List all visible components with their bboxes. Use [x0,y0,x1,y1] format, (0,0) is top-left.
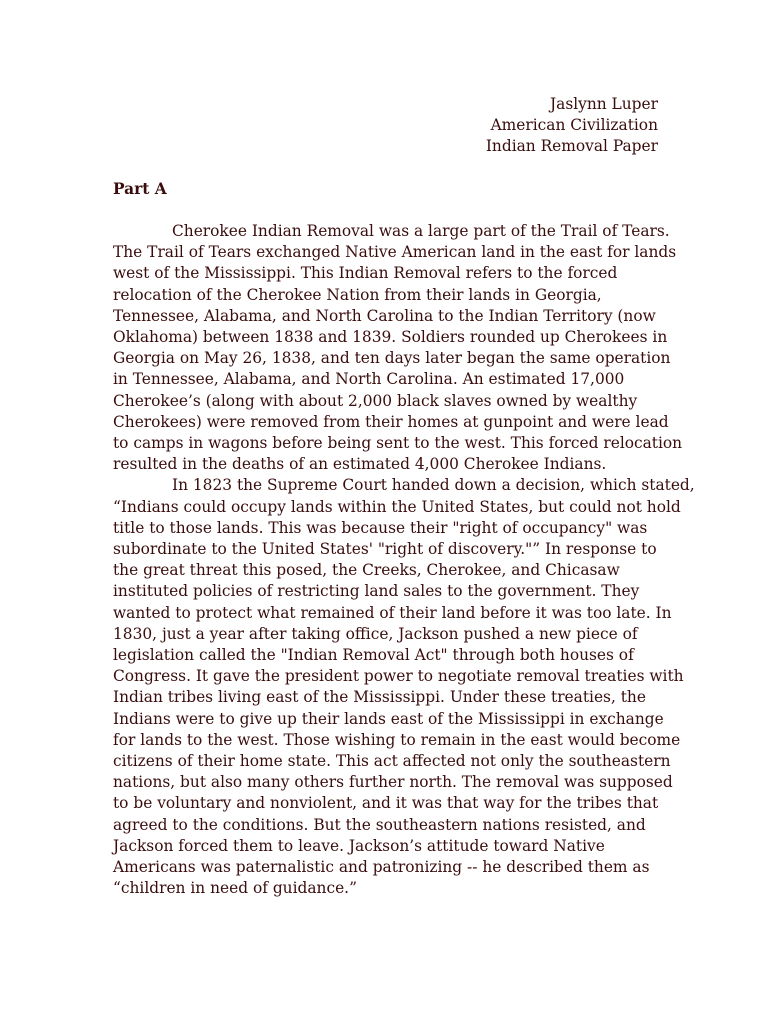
text-line: wanted to protect what remained of their land before it was too late. In [113,603,672,622]
text-line: legislation called the "Indian Removal Act" through both houses of [113,646,634,665]
text-line: 1830, just a year after taking office, Jackson pushed a new piece of [113,624,638,643]
text-line: resulted in the deaths of an estimated 4,000 Cherokee Indians. [113,455,607,474]
text-line: Tennessee, Alabama, and North Carolina to the Indian Territory (now [113,306,656,325]
text-line: subordinate to the United States' "right of discovery."” In response to [113,540,657,559]
text-line: for lands to the west. Those wishing to remain in the east would become [113,730,681,749]
text-line: Cherokee Indian Removal was a large part of the Trail of Tears. [172,222,670,240]
text-line: Oklahoma) between 1838 and 1839. Soldiers rounded up Cherokees in [113,328,668,347]
paragraph-1 [113,221,683,475]
text-line: agreed to the conditions. But the southeastern nations resisted, and [113,815,646,834]
paragraph-2 [113,475,695,899]
text-line: the great threat this posed, the Creeks, Cherokee, and Chicasaw [113,561,620,580]
text-line: in Tennessee, Alabama, and North Carolina. An estimated 17,000 [113,370,625,389]
text-line: Congress. It gave the president power to negotiate removal treaties with [113,667,684,686]
text-line: Indian tribes living east of the Mississippi. Under these treaties, the [113,688,646,707]
text-line: Cherokees) were removed from their homes at gunpoint and were lead [113,412,669,431]
text-line: to camps in wagons before being sent to the west. This forced relocation [113,434,683,453]
text-line: In 1823 the Supreme Court handed down a decision, which stated, [172,476,695,495]
text-line: Cherokee’s (along with about 2,000 black slaves owned by wealthy [113,391,638,410]
author-name: Jaslynn Luper [549,95,658,113]
text-line: “Indians could occupy lands within the United States, but could not hold [113,497,681,516]
text-line: relocation of the Cherokee Nation from their lands in Georgia, [113,285,602,304]
text-line: “children in need of guidance.” [113,879,357,898]
text-line: Jackson forced them to leave. Jackson’s attitude toward Native [113,836,605,855]
text-line: nations, but also many others further north. The removal was supposed [113,773,673,792]
text-line: title to those lands. This was because their "right of occupancy" was [113,518,648,537]
text-line: The Trail of Tears exchanged Native American land in the east for lands [113,243,677,262]
text-line: to be voluntary and nonviolent, and it was that way for the tribes that [113,794,659,813]
text-line: west of the Mississippi. This Indian Removal refers to the forced [113,264,618,283]
document-header [258,94,658,158]
body-text [113,221,695,900]
assignment-title: Indian Removal Paper [485,137,658,156]
section-title: Part A [113,180,167,198]
text-line: Indians were to give up their lands east of the Mississippi in exchange [113,709,664,728]
text-line: Americans was paternalistic and patronizing -- he described them as [113,858,650,877]
course-name: American Civilization [490,116,658,135]
text-line: citizens of their home state. This act affected not only the southeastern [113,752,671,771]
text-line: instituted policies of restricting land sales to the government. They [113,582,640,601]
text-line: Georgia on May 26, 1838, and ten days later began the same operation [113,349,671,368]
